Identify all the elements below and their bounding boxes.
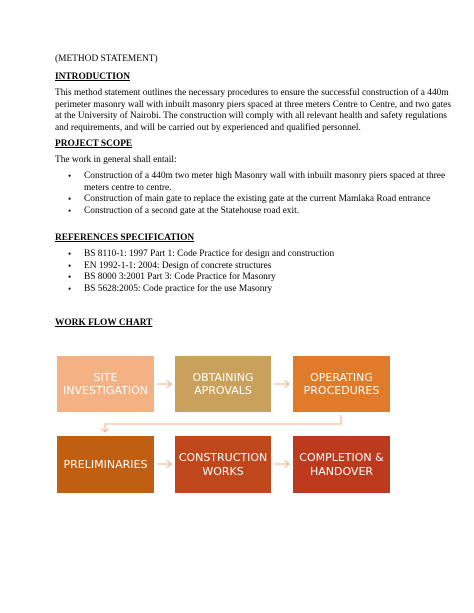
step-label: SITE	[93, 370, 118, 384]
step-label: COMPLETION &	[299, 451, 384, 464]
scope-item-1-line1: • Construction of a 440m two meter high Masonry wall with inbuilt masonry piers spaced at three	[84, 171, 446, 181]
project-scope-intro: The work in general shall entail:	[55, 155, 177, 165]
arrow-icon	[157, 461, 171, 468]
step-label: OBTAINING	[192, 370, 254, 384]
introduction-line: at the University of Nairobi. The construction will comply with all relevant health and safety regulations	[55, 111, 447, 122]
step-label: WORKS	[202, 464, 244, 478]
document-type-label: (METHOD STATEMENT)	[55, 54, 158, 64]
step-label: INVESTIGATION	[63, 384, 148, 397]
arrow-icon	[274, 461, 289, 468]
introduction-heading: INTRODUCTION	[55, 72, 131, 82]
list-item: • BS 5628:2005: Code practice for the use Masonry	[55, 284, 334, 296]
step-label: OPERATING	[310, 370, 373, 384]
list-item: • EN 1992-1-1: 2004: Design of concrete structures	[55, 261, 334, 273]
step-label: CONSTRUCTION	[178, 451, 268, 464]
step-label: PRELIMINARIES	[63, 457, 148, 471]
references-heading: REFERENCES SPECIFICATION	[55, 233, 195, 243]
workflow-heading: WORK FLOW CHART	[55, 318, 153, 328]
list-item: • BS 8000 3:2001 Part 3: Code Practice for Masonry	[55, 272, 334, 284]
step-label: HANDOVER	[309, 464, 374, 478]
project-scope-heading: PROJECT SCOPE	[55, 139, 133, 149]
list-item: • Construction of a second gate at the Statehouse road exit.	[55, 206, 445, 218]
step-label: PROCEDURES	[303, 384, 380, 397]
arrow-icon	[274, 381, 289, 388]
introduction-line: perimeter masonry wall with inbuilt masonry piers spaced at three meters Centre to Centre, and two gates	[55, 99, 451, 110]
list-item: • BS 8110-1: 1997 Part 1: Code Practice for design and construction	[55, 249, 334, 261]
list-item: • Construction of main gate to replace the existing gate at the current Mamlaka Road entrance	[55, 194, 445, 206]
arrow-icon	[102, 415, 342, 432]
introduction-line: This method statement outlines the necessary procedures to ensure the successful construction of a 440m	[55, 88, 449, 98]
arrow-icon	[157, 381, 171, 388]
introduction-line: and requirements, and will be carried out by experienced and qualified personnel.	[55, 122, 361, 133]
scope-item-1-line2: meters centre to centre.	[84, 182, 172, 193]
step-label: APROVALS	[194, 384, 252, 397]
